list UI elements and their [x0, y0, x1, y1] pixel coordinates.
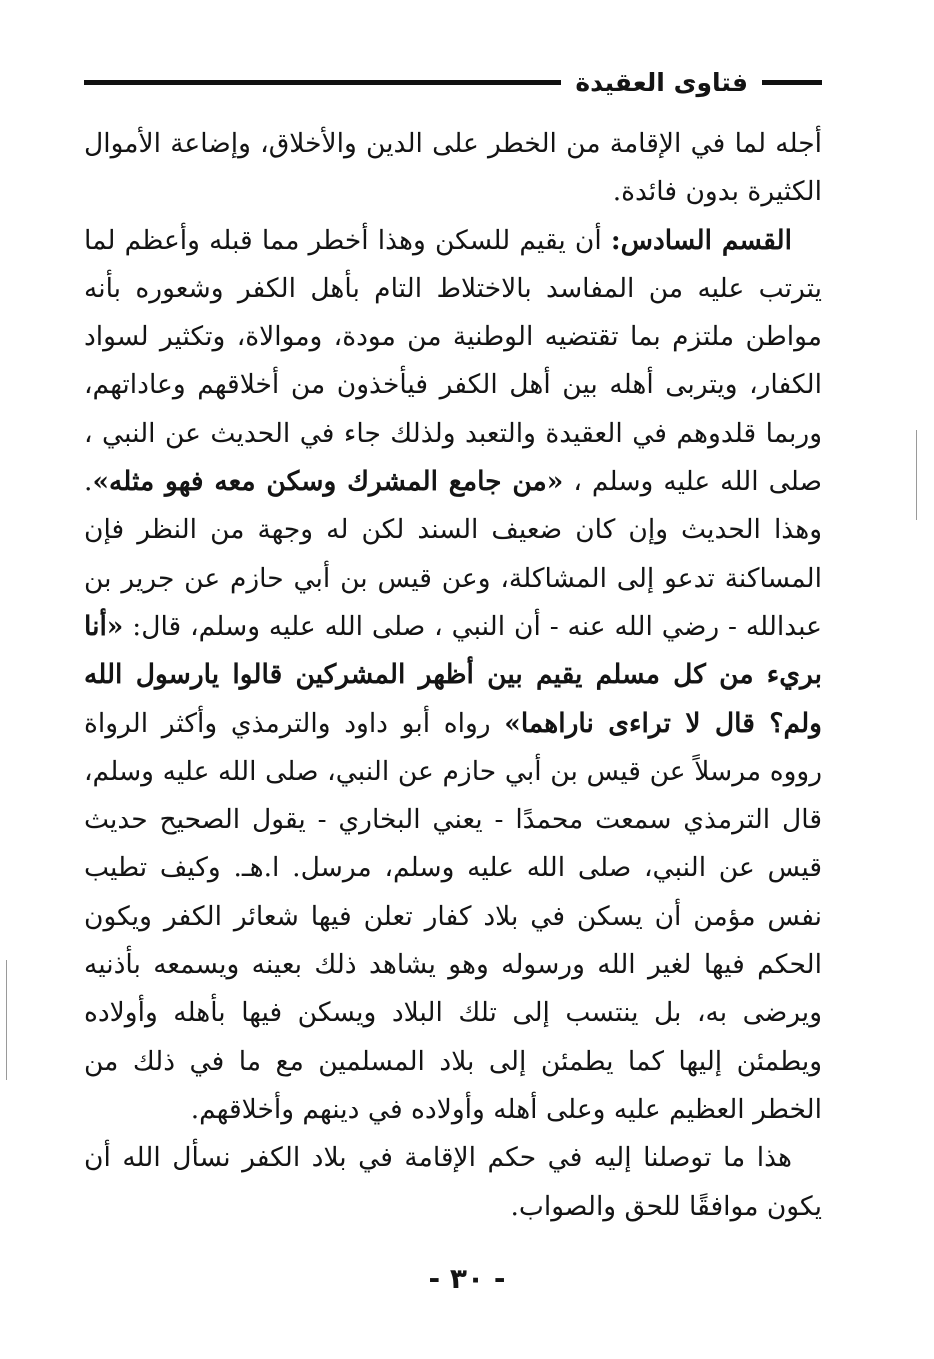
paragraph-2-text-3: رواه أبو داود والترمذي وأكثر الرواة رووه مرسلاً عن قيس بن أبي حازم عن النبي، صلى الله عليه وسلم، قال الترمذي سمعت محمدًا - يعني البخاري - يقول الصحيح حديث قيس عن النبي، صلى الله عليه وسلم، مرسل. ا.هـ. وكيف تطيب نفس مؤمن أن يسكن في بلاد كفار تعلن فيها شعائر الكفر ويكون الحكم فيها لغير الله ورسوله وهو يشاهد ذلك بعينه ويسمعه بأذنيه ويرضى به، بل ينتسب إلى تلك البلاد ويسكن فيها بأهله وأولاده ويطمئن إليها كما يطمئن إلى بلاد المسلمين مع ما في ذلك من الخطر العظيم عليه وعلى أهله وأولاده في دينهم وأخلاقهم.: [84, 707, 822, 1125]
running-header: [84, 62, 822, 102]
body-text: [84, 120, 822, 1231]
paragraph-2-text-2: . وهذا الحديث وإن كان ضعيف السند لكن له وجهة من النظر فإن المساكنة تدعو إلى المشاكلة، وعن قيس بن أبي حازم عن جرير بن عبدالله - رضي الله عنه - أن النبي ، صلى الله عليه وسلم، قال:: [84, 466, 822, 642]
paragraph-3: هذا ما توصلنا إليه في حكم الإقامة في بلاد الكفر نسأل الله أن يكون موافقًا للحق والصواب.: [84, 1142, 822, 1222]
paragraph-1: أجله لما في الإقامة من الخطر على الدين والأخلاق، وإضاعة الأموال الكثيرة بدون فائدة.: [84, 128, 822, 208]
header-rule-long: [84, 80, 561, 85]
section-heading: القسم السادس:: [610, 224, 792, 256]
header-rule-short: [762, 80, 822, 85]
header-title: فتاوى العقيدة: [575, 67, 748, 97]
hadith-quote-2: «أنا بريء من كل مسلم يقيم بين أظهر المشركين قالوا يارسول الله ولم؟ قال لا تراءى ناراهما»: [84, 610, 822, 739]
paragraph-2-text-1: أن يقيم للسكن وهذا أخطر مما قبله وأعظم لما يترتب عليه من المفاسد بالاختلاط التام بأهل الكفر وشعوره بأنه مواطن ملتزم بما تقتضيه الوطنية من مودة، وموالاة، وتكثير لسواد الكفار، ويتربى أهله بين أهل الكفر فيأخذون من أخلاقهم وعاداتهم، وربما قلدوهم في العقيدة والتعبد ولذلك جاء في الحديث عن النبي ، صلى الله عليه وسلم ،: [84, 224, 822, 498]
scan-edge-mark: [916, 430, 917, 520]
paragraph-2: [84, 217, 822, 1135]
hadith-quote-1: «من جامع المشرك وسكن معه فهو مثله»: [92, 466, 564, 498]
page-number: - ٣٠ -: [428, 1262, 506, 1295]
scan-edge-mark: [6, 960, 7, 1080]
